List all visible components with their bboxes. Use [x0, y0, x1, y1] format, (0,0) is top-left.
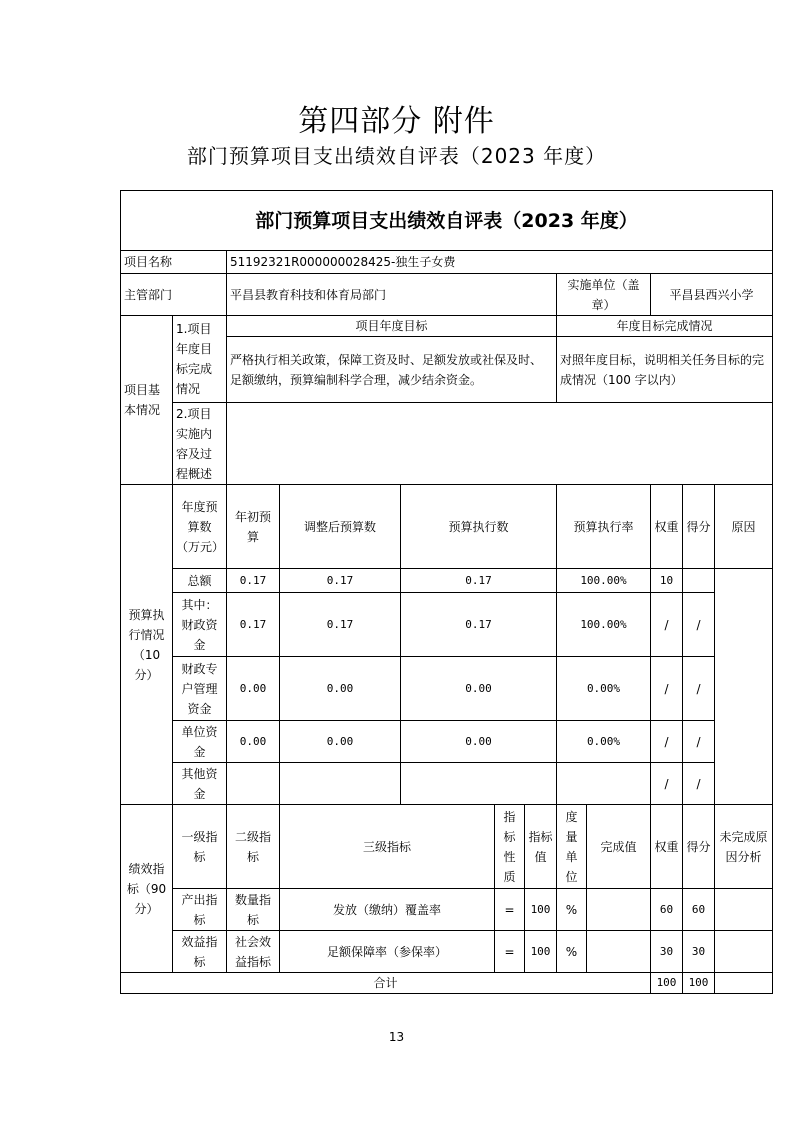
total-weight: 100: [651, 973, 683, 994]
unit-value: %: [557, 931, 587, 973]
unit-header: 度量单位: [557, 805, 587, 889]
adjusted-value: [280, 763, 401, 805]
weight-value: /: [651, 763, 683, 805]
table-row: [121, 657, 773, 721]
analysis-value: [715, 931, 773, 973]
annual-budget-header: 年度预算数（万元）: [173, 485, 227, 569]
score-value: /: [683, 721, 715, 763]
value-header: 指标值: [525, 805, 557, 889]
budget-row-label: 财政专户管理资金: [173, 657, 227, 721]
executed-budget-header: 预算执行数: [401, 485, 557, 569]
page-title: 第四部分 附件: [298, 104, 495, 139]
total-analysis: [715, 973, 773, 994]
executed-value: [401, 763, 557, 805]
score-value: /: [683, 657, 715, 721]
initial-value: 0.17: [227, 593, 280, 657]
adjusted-value: 0.17: [280, 593, 401, 657]
score-value: 60: [683, 889, 715, 931]
rate-value: 100.00%: [557, 593, 651, 657]
executed-value: 0.17: [401, 593, 557, 657]
reason-value: [715, 569, 773, 805]
adjusted-value: 0.17: [280, 569, 401, 593]
page-number: 13: [388, 1030, 405, 1044]
table-row: [121, 721, 773, 763]
indicator-value: 100: [525, 889, 557, 931]
level1-header: 一级指标: [173, 805, 227, 889]
initial-budget-header: 年初预算: [227, 485, 280, 569]
score-value: [683, 569, 715, 593]
adjusted-budget-header: 调整后预算数: [280, 485, 401, 569]
annual-goal-text: 严格执行相关政策，保障工资及时、足额发放或社保及时、足额缴纳，预算编制科学合理，减少结余资金。: [227, 337, 557, 403]
weight-value: 10: [651, 569, 683, 593]
completion-text: 对照年度目标，说明相关任务目标的完成情况（100 字以内）: [557, 337, 773, 403]
level3-value: 足额保障率（参保率）: [280, 931, 495, 973]
score-header: 得分: [683, 485, 715, 569]
impl-unit-label: 实施单位（盖章）: [557, 274, 651, 316]
completed-header: 完成值: [587, 805, 651, 889]
total-row: [121, 973, 773, 994]
project-name-label: 项目名称: [121, 251, 227, 274]
self-evaluation-table: [120, 190, 773, 994]
completed-value: [587, 931, 651, 973]
goal-completion-label: 1.项目年度目标完成情况: [173, 316, 227, 403]
unit-value: %: [557, 889, 587, 931]
budget-row-label: 其他资金: [173, 763, 227, 805]
page-subtitle: 部门预算项目支出绩效自评表（2023 年度）: [186, 144, 607, 168]
completed-value: [587, 889, 651, 931]
budget-row-label: 单位资金: [173, 721, 227, 763]
level3-header: 三级指标: [280, 805, 495, 889]
score-header: 得分: [683, 805, 715, 889]
perf-section-label: 绩效指标（90分）: [121, 805, 173, 973]
level3-value: 发放（缴纳）覆盖率: [280, 889, 495, 931]
score-value: /: [683, 593, 715, 657]
budget-section-label: 预算执行情况（10分）: [121, 485, 173, 805]
rate-value: [557, 763, 651, 805]
executed-value: 0.00: [401, 657, 557, 721]
annual-goal-header: 项目年度目标: [227, 316, 557, 337]
score-value: 30: [683, 931, 715, 973]
initial-value: 0.00: [227, 657, 280, 721]
total-label: 合计: [121, 973, 651, 994]
analysis-header: 未完成原因分析: [715, 805, 773, 889]
process-text: [227, 403, 773, 485]
analysis-value: [715, 889, 773, 931]
table-row: [121, 889, 773, 931]
initial-value: 0.17: [227, 569, 280, 593]
rate-value: 100.00%: [557, 569, 651, 593]
nature-value: =: [495, 889, 525, 931]
reason-header: 原因: [715, 485, 773, 569]
weight-value: /: [651, 721, 683, 763]
level2-header: 二级指标: [227, 805, 280, 889]
dept-value: 平昌县教育科技和体育局部门: [227, 274, 557, 316]
weight-value: /: [651, 657, 683, 721]
nature-header: 指标性质: [495, 805, 525, 889]
level2-value: 社会效益指标: [227, 931, 280, 973]
basic-section-label: 项目基本情况: [121, 316, 173, 485]
budget-row-label: 总额: [173, 569, 227, 593]
rate-value: 0.00%: [557, 721, 651, 763]
table-row: [121, 593, 773, 657]
dept-label: 主管部门: [121, 274, 227, 316]
level2-value: 数量指标: [227, 889, 280, 931]
execution-rate-header: 预算执行率: [557, 485, 651, 569]
level1-value: 效益指标: [173, 931, 227, 973]
table-row: [121, 569, 773, 593]
executed-value: 0.00: [401, 721, 557, 763]
adjusted-value: 0.00: [280, 721, 401, 763]
initial-value: 0.00: [227, 721, 280, 763]
impl-unit-value: 平昌县西兴小学: [651, 274, 773, 316]
weight-value: 30: [651, 931, 683, 973]
indicator-value: 100: [525, 931, 557, 973]
total-score: 100: [683, 973, 715, 994]
process-label: 2.项目实施内容及过程概述: [173, 403, 227, 485]
weight-value: /: [651, 593, 683, 657]
initial-value: [227, 763, 280, 805]
table-row: [121, 931, 773, 973]
score-value: /: [683, 763, 715, 805]
nature-value: =: [495, 931, 525, 973]
adjusted-value: 0.00: [280, 657, 401, 721]
weight-value: 60: [651, 889, 683, 931]
level1-value: 产出指标: [173, 889, 227, 931]
table-title: 部门预算项目支出绩效自评表（2023 年度）: [121, 191, 773, 251]
budget-row-label: 其中：财政资金: [173, 593, 227, 657]
table-row: [121, 763, 773, 805]
project-name-value: 51192321R000000028425-独生子女费: [227, 251, 773, 274]
rate-value: 0.00%: [557, 657, 651, 721]
completion-header: 年度目标完成情况: [557, 316, 773, 337]
weight-header: 权重: [651, 485, 683, 569]
weight-header: 权重: [651, 805, 683, 889]
executed-value: 0.17: [401, 569, 557, 593]
